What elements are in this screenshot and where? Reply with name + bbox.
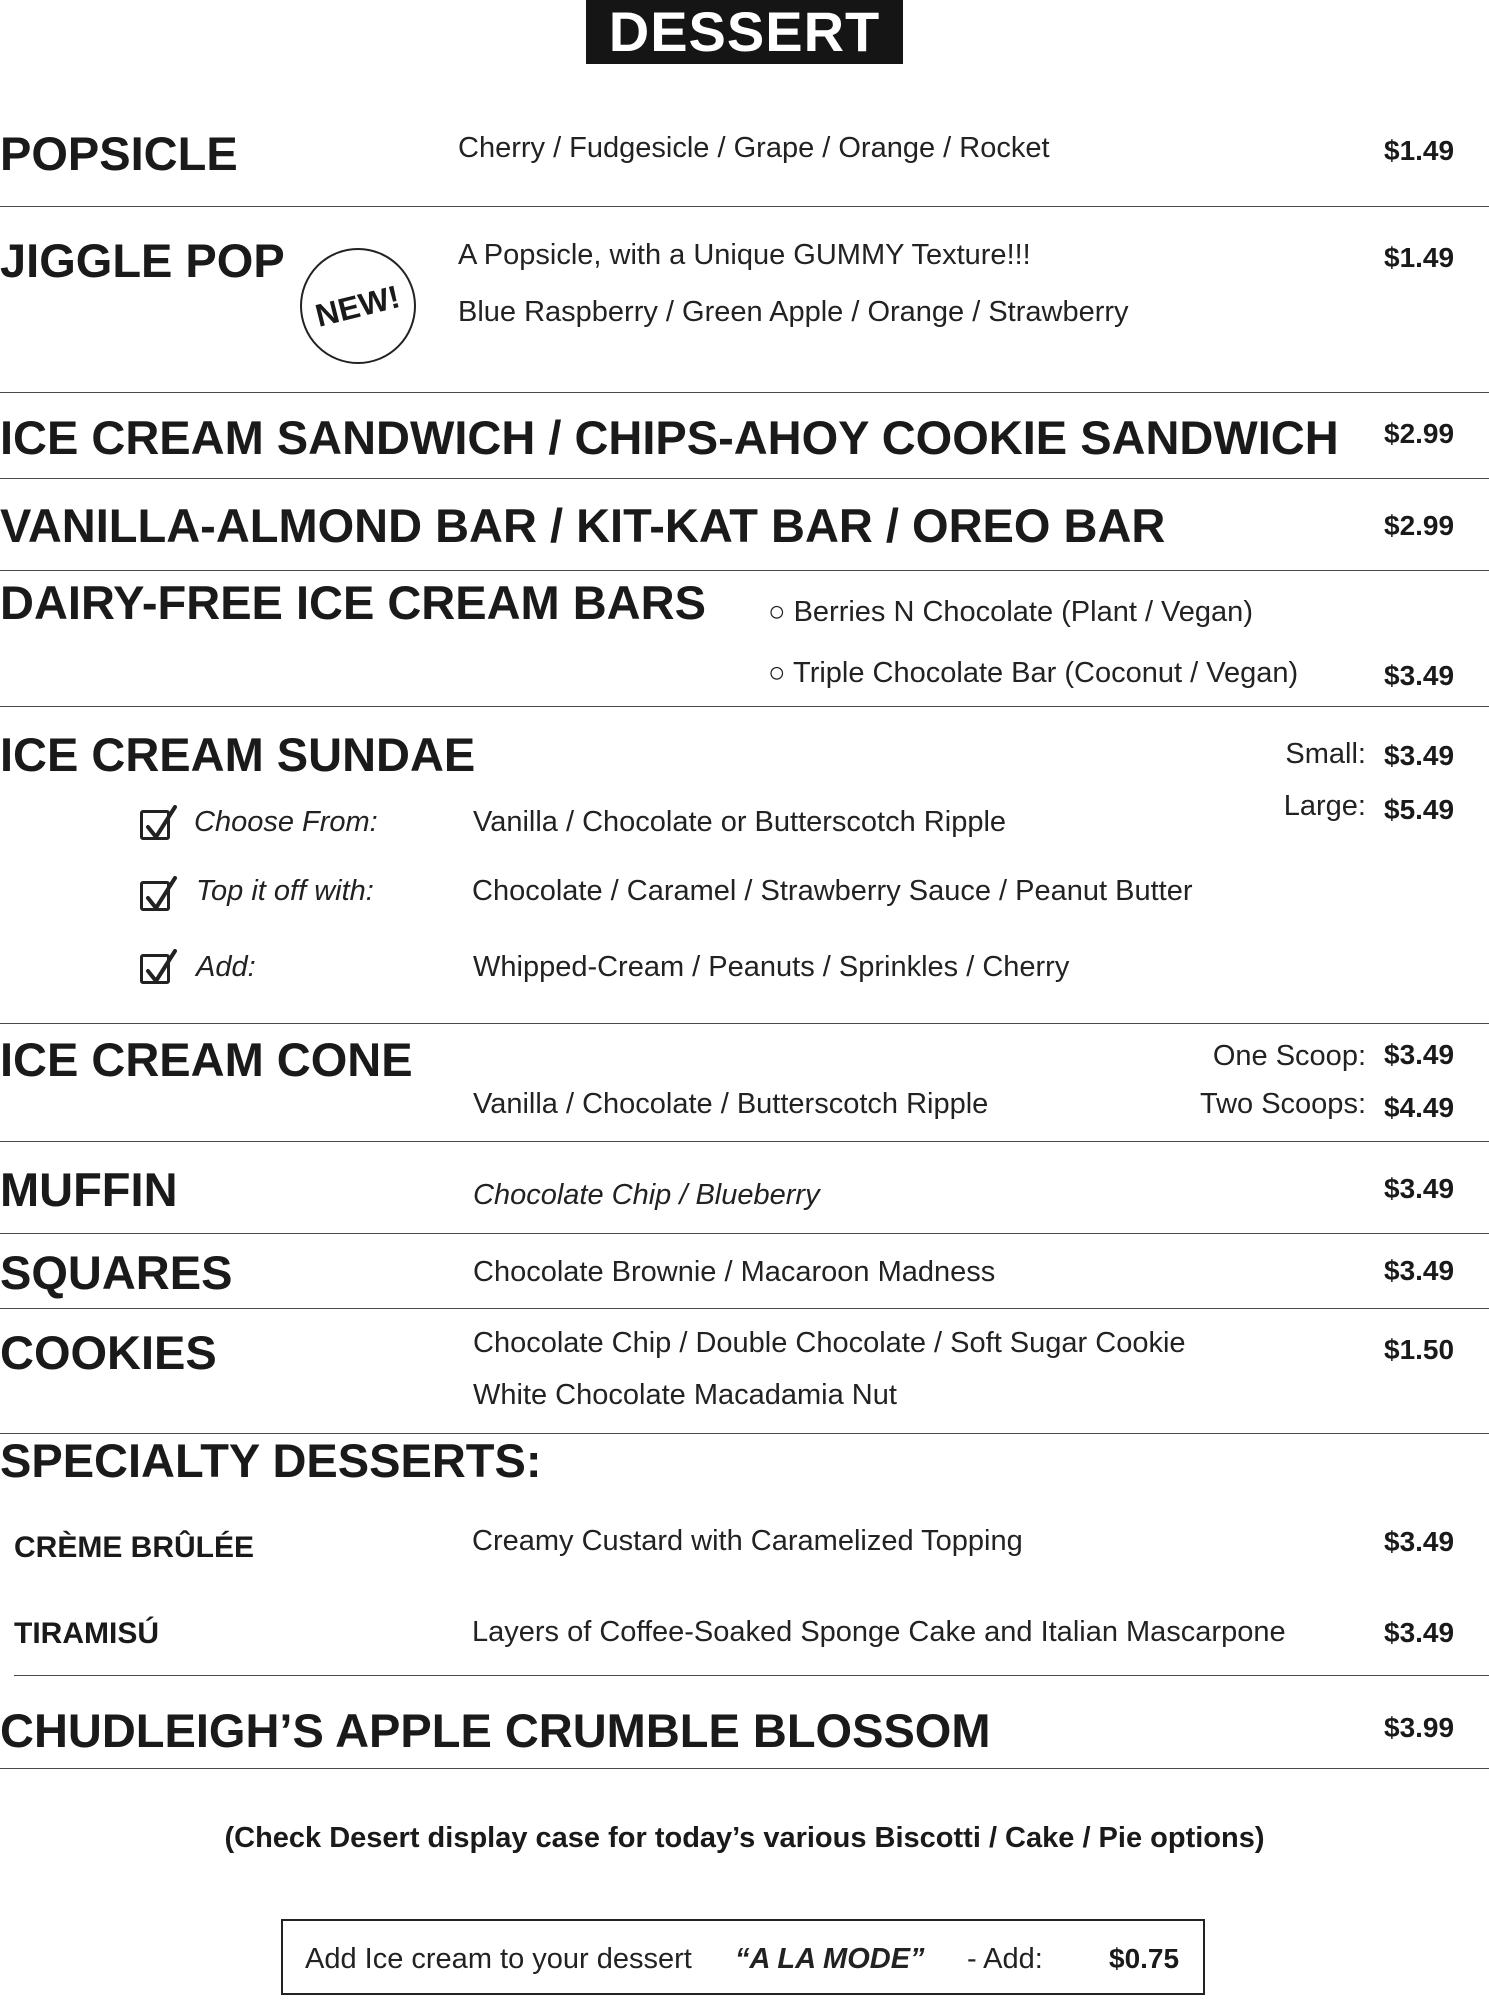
sundae-large-label: Large:	[1283, 790, 1366, 822]
sundae-option-value: Whipped-Cream / Peanuts / Sprinkles / Cherry	[473, 951, 1070, 983]
squares-flavors: Chocolate Brownie / Macaroon Madness	[473, 1256, 996, 1288]
cone-flavors: Vanilla / Chocolate / Butterscotch Ripple	[473, 1088, 989, 1120]
specialty-item-description: Creamy Custard with Caramelized Topping	[472, 1525, 1023, 1557]
muffin-name: MUFFIN	[0, 1163, 178, 1216]
sundae-option-label: Add:	[196, 951, 256, 983]
cone-name: ICE CREAM CONE	[0, 1033, 413, 1086]
divider	[14, 1675, 1489, 1676]
squares-price: $3.49	[1384, 1255, 1455, 1286]
page-title: DESSERT	[586, 0, 903, 64]
cone-two-scoops-label: Two Scoops:	[1199, 1088, 1366, 1120]
dairy-free-option-2: ○ Triple Chocolate Bar (Coconut / Vegan)	[768, 657, 1299, 689]
check-icon	[140, 881, 170, 911]
specialty-item-price: $3.49	[1384, 1526, 1455, 1557]
divider	[0, 1308, 1489, 1309]
jiggle-pop-description: A Popsicle, with a Unique GUMMY Texture!!!	[458, 239, 1031, 271]
apple-crumble-price: $3.99	[1384, 1712, 1455, 1743]
a-la-mode-add-label: - Add:	[967, 1943, 1043, 1975]
divider	[0, 1141, 1489, 1142]
sundae-large-price: $5.49	[1384, 794, 1455, 825]
divider	[0, 570, 1489, 571]
a-la-mode-prefix: Add Ice cream to your dessert	[305, 1943, 692, 1975]
dairy-free-option-1: ○ Berries N Chocolate (Plant / Vegan)	[768, 596, 1253, 628]
check-icon	[140, 954, 170, 984]
jiggle-pop-flavors: Blue Raspberry / Green Apple / Orange / Strawberry	[458, 296, 1129, 328]
jiggle-pop-name: JIGGLE POP	[0, 234, 285, 287]
muffin-price: $3.49	[1384, 1173, 1455, 1204]
popsicle-name: POPSICLE	[0, 127, 238, 180]
new-badge-text: NEW!	[312, 277, 404, 334]
divider	[0, 1768, 1489, 1769]
specialty-heading: SPECIALTY DESSERTS:	[0, 1434, 542, 1487]
bars-price: $2.99	[1384, 510, 1455, 541]
a-la-mode-price: $0.75	[1109, 1943, 1180, 1974]
sundae-name: ICE CREAM SUNDAE	[0, 728, 476, 781]
specialty-item-name: TIRAMISÚ	[14, 1617, 159, 1650]
sundae-option-value: Chocolate / Caramel / Strawberry Sauce / Peanut Butter	[472, 875, 1193, 907]
bars-name: VANILLA-ALMOND BAR / KIT-KAT BAR / OREO BAR	[0, 499, 1166, 552]
sundae-option-label: Choose From:	[194, 806, 378, 838]
divider	[0, 1233, 1489, 1234]
a-la-mode-box	[281, 1919, 1205, 1995]
jiggle-pop-price: $1.49	[1384, 242, 1455, 273]
cookies-name: COOKIES	[0, 1326, 217, 1379]
popsicle-flavors: Cherry / Fudgesicle / Grape / Orange / Rocket	[458, 132, 1050, 164]
specialty-item-name: CRÈME BRÛLÉE	[14, 1531, 255, 1564]
divider	[0, 478, 1489, 479]
cone-one-scoop-price: $3.49	[1384, 1039, 1455, 1070]
check-icon	[140, 810, 170, 840]
sundae-small-price: $3.49	[1384, 740, 1455, 771]
divider	[0, 392, 1489, 393]
cone-two-scoops-price: $4.49	[1384, 1092, 1455, 1123]
dairy-free-name: DAIRY-FREE ICE CREAM BARS	[0, 576, 706, 629]
a-la-mode-emphasis: “A LA MODE”	[735, 1943, 925, 1975]
muffin-flavors: Chocolate Chip / Blueberry	[473, 1179, 820, 1211]
cone-one-scoop-label: One Scoop:	[1212, 1040, 1366, 1072]
ice-cream-sandwich-name: ICE CREAM SANDWICH / CHIPS-AHOY COOKIE SANDWICH	[0, 411, 1339, 464]
cookies-price: $1.50	[1384, 1334, 1455, 1365]
specialty-item-description: Layers of Coffee-Soaked Sponge Cake and Italian Mascarpone	[472, 1616, 1286, 1648]
ice-cream-sandwich-price: $2.99	[1384, 418, 1455, 449]
apple-crumble-name: CHUDLEIGH’S APPLE CRUMBLE BLOSSOM	[0, 1704, 991, 1757]
divider	[0, 1023, 1489, 1024]
sundae-option-value: Vanilla / Chocolate or Butterscotch Ripple	[473, 806, 1007, 838]
specialty-item-price: $3.49	[1384, 1617, 1455, 1648]
sundae-option-label: Top it off with:	[196, 875, 374, 907]
new-badge	[300, 248, 416, 364]
display-case-note: (Check Desert display case for today’s various Biscotti / Cake / Pie options)	[224, 1822, 1265, 1854]
divider	[0, 206, 1489, 207]
popsicle-price: $1.49	[1384, 135, 1455, 166]
dairy-free-price: $3.49	[1384, 660, 1455, 691]
cookies-flavors-line-1: Chocolate Chip / Double Chocolate / Soft Sugar Cookie	[473, 1327, 1186, 1359]
cookies-flavors-line-2: White Chocolate Macadamia Nut	[473, 1379, 897, 1411]
sundae-small-label: Small:	[1285, 738, 1366, 770]
divider	[0, 706, 1489, 707]
squares-name: SQUARES	[0, 1246, 233, 1299]
